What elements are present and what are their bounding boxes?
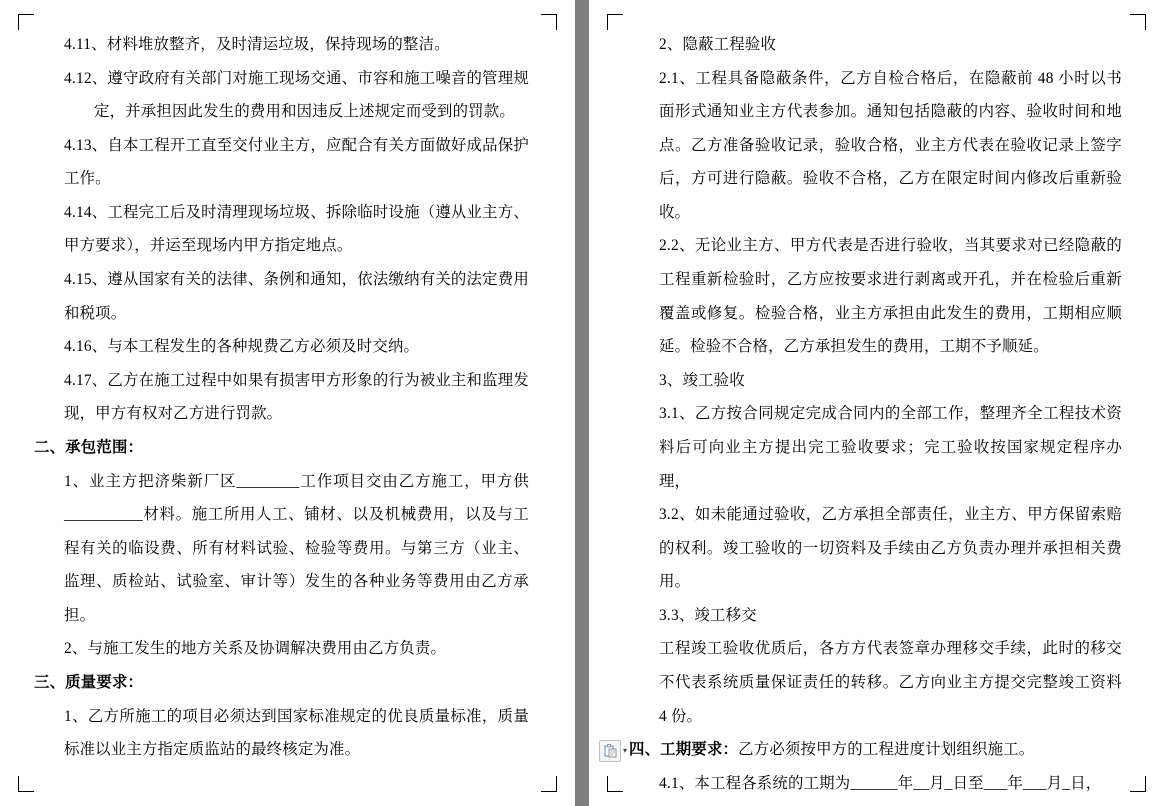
page-right — [589, 0, 1164, 806]
crop-mark-bottom-left-2-v — [607, 776, 608, 792]
paragraph-2-2: 2、与施工发生的地方关系及协调解决费用由乙方负责。 — [64, 640, 447, 658]
heading-section-three: 三、质量要求： — [34, 673, 144, 691]
paste-options[interactable] — [599, 740, 627, 762]
paragraph-r-2-2: 2.2、无论业主方、甲方代表是否进行验收，当其要求对已经隐蔽的工程重新检验时，乙方应按要求进行剥离或开孔，并在检验后重新覆盖或修复。检验合格，业主方承担由此发生的费用，工期相应顺延。检验不合格，乙方承担发生的费用，工期不予顺延。 — [659, 237, 1122, 356]
crop-mark-top-left-v — [18, 14, 19, 30]
right-page-body — [629, 28, 1122, 800]
paragraph-r-2: 2、隐蔽工程验收 — [659, 36, 777, 53]
crop-mark-bottom-right-2-v — [1145, 776, 1146, 792]
crop-mark-top-left — [18, 14, 34, 15]
crop-mark-bottom-right-v — [556, 776, 557, 792]
paragraph-4-17: 4.17、乙方在施工过程中如果有损害甲方形象的行为被业主和监理发现，甲方有权对乙方进行罚款。 — [64, 371, 529, 423]
heading-section-four-prefix: 四、工期要求： — [629, 741, 739, 759]
paragraph-4-14: 4.14、工程完工后及时清理现场垃圾、拆除临时设施（遵从业主方、甲方要求），并运至现场内甲方指定地点。 — [64, 203, 529, 255]
paragraph-r-4-1: 4.1、本工程各系统的工期为______年__月_日至___年___月_日， — [659, 774, 1102, 792]
paragraph-r-2-1: 2.1、工程具备隐蔽条件，乙方自检合格后，在隐蔽前 48 小时以书面形式通知业主方代表参加。通知包括隐蔽的内容、验收时间和地点。乙方准备验收记录，验收合格，业主方代表在验收记录上签字后，方可进行隐蔽。验收不合格，乙方在限定时间内修改后重新验收。 — [659, 69, 1122, 221]
paragraph-3-1: 1、乙方所施工的项目必须达到国家标准规定的优良质量标准，质量标准以业主方指定质监站的最终核定为准。 — [64, 707, 529, 759]
paragraph-r-3-3-body: 工程竣工验收优质后，各方方代表签章办理移交手续，此时的移交不代表系统质量保证责任的转移。乙方向业主方提交完整竣工资料 4 份。 — [659, 640, 1122, 725]
crop-mark-top-right-2 — [1130, 14, 1146, 15]
crop-mark-top-right — [541, 14, 557, 15]
paragraph-4-13: 4.13、自本工程开工直至交付业主方，应配合有关方面做好成品保护工作。 — [64, 136, 529, 188]
heading-section-four — [629, 733, 1122, 767]
paragraph-4-16: 4.16、与本工程发生的各种规费乙方必须及时交纳。 — [64, 338, 420, 356]
paragraph-2-1: 1、业主方把济柴新厂区________工作项目交由乙方施工，甲方供__________材料。施工所用人工、铺材、以及机械费用，以及与工程有关的临设费、所有材料试验、检验等费用。与第三方（业主、监理、质检站、试验室、审计等）发生的各种业务等费用由乙方承担。 — [64, 472, 529, 624]
crop-mark-bottom-left-v — [18, 776, 19, 792]
paragraph-4-12: 4.12、遵守政府有关部门对施工现场交通、市容和施工噪音的管理规定，并承担因此发生的费用和因违反上述规定而受到的罚款。 — [64, 69, 529, 121]
paragraph-r-3-2: 3.2、如未能通过验收，乙方承担全部责任，业主方、甲方保留索赔的权利。竣工验收的一切资料及手续由乙方负责办理并承担相关费用。 — [659, 506, 1122, 591]
heading-section-four-text: 乙方必须按甲方的工程进度计划组织施工。 — [738, 741, 1035, 759]
crop-mark-top-left-2-v — [607, 14, 608, 30]
page-gutter — [575, 0, 589, 806]
paragraph-r-3-1: 3.1、乙方按合同规定完成合同内的全部工作，整理齐全工程技术资料后可向业主方提出完工验收要求；完工验收按国家规定程序办理， — [659, 405, 1122, 490]
paragraph-r-3-3: 3.3、竣工移交 — [659, 606, 757, 624]
crop-mark-bottom-left — [18, 791, 34, 792]
paragraph-4-11: 4.11、材料堆放整齐，及时清运垃圾，保持现场的整洁。 — [64, 36, 450, 53]
paragraph-r-3: 3、竣工验收 — [659, 371, 745, 389]
crop-mark-top-right-2-v — [1145, 14, 1146, 30]
paragraph-4-15: 4.15、遵从国家有关的法律、条例和通知，依法缴纳有关的法定费用和税项。 — [64, 271, 529, 322]
chevron-down-icon[interactable]: ▾ — [623, 746, 628, 755]
crop-mark-top-right-v — [556, 14, 557, 30]
page-left — [0, 0, 575, 806]
left-page-body — [34, 28, 529, 767]
paste-icon[interactable] — [599, 740, 621, 762]
heading-section-two: 二、承包范围： — [34, 438, 144, 456]
crop-mark-bottom-right — [541, 791, 557, 792]
crop-mark-top-left-2 — [607, 14, 623, 15]
crop-mark-bottom-right-2 — [1130, 791, 1146, 792]
crop-mark-bottom-left-2 — [607, 791, 623, 792]
